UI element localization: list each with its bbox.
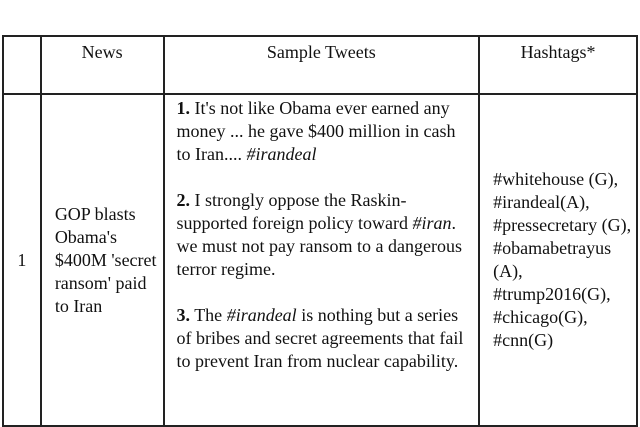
- header-news: News: [41, 36, 164, 94]
- header-hashtags: Hashtags*: [479, 36, 637, 94]
- hashtags-list: #whitehouse (G), #irandeal(A), #pressecretary (G), #obamabetrayus (A), #trump2016(G), #chicago(G), #cnn(G): [479, 94, 637, 426]
- tweet-2: 2. I strongly oppose the Raskin-supported foreign policy toward #iran. we must not pay ransom to a dangerous terror regime.: [176, 190, 462, 279]
- header-index: [3, 36, 41, 94]
- table-row: [3, 94, 637, 426]
- row-number: 1: [3, 94, 41, 426]
- sample-tweets: [164, 94, 480, 426]
- header-row: [3, 36, 637, 94]
- tweet-1: 1. It's not like Obama ever earned any money ... he gave $400 million in cash to Iran.... #irandeal: [176, 98, 456, 164]
- tweet-3: 3. The #irandeal is nothing but a series of bribes and secret agreements that fail to prevent Iran from nuclear capability.: [176, 305, 464, 371]
- news-headline: GOP blasts Obama's $400M 'secret ransom' paid to Iran: [41, 94, 164, 426]
- hashtag-table: [2, 35, 638, 427]
- header-sample-tweets: Sample Tweets: [164, 36, 480, 94]
